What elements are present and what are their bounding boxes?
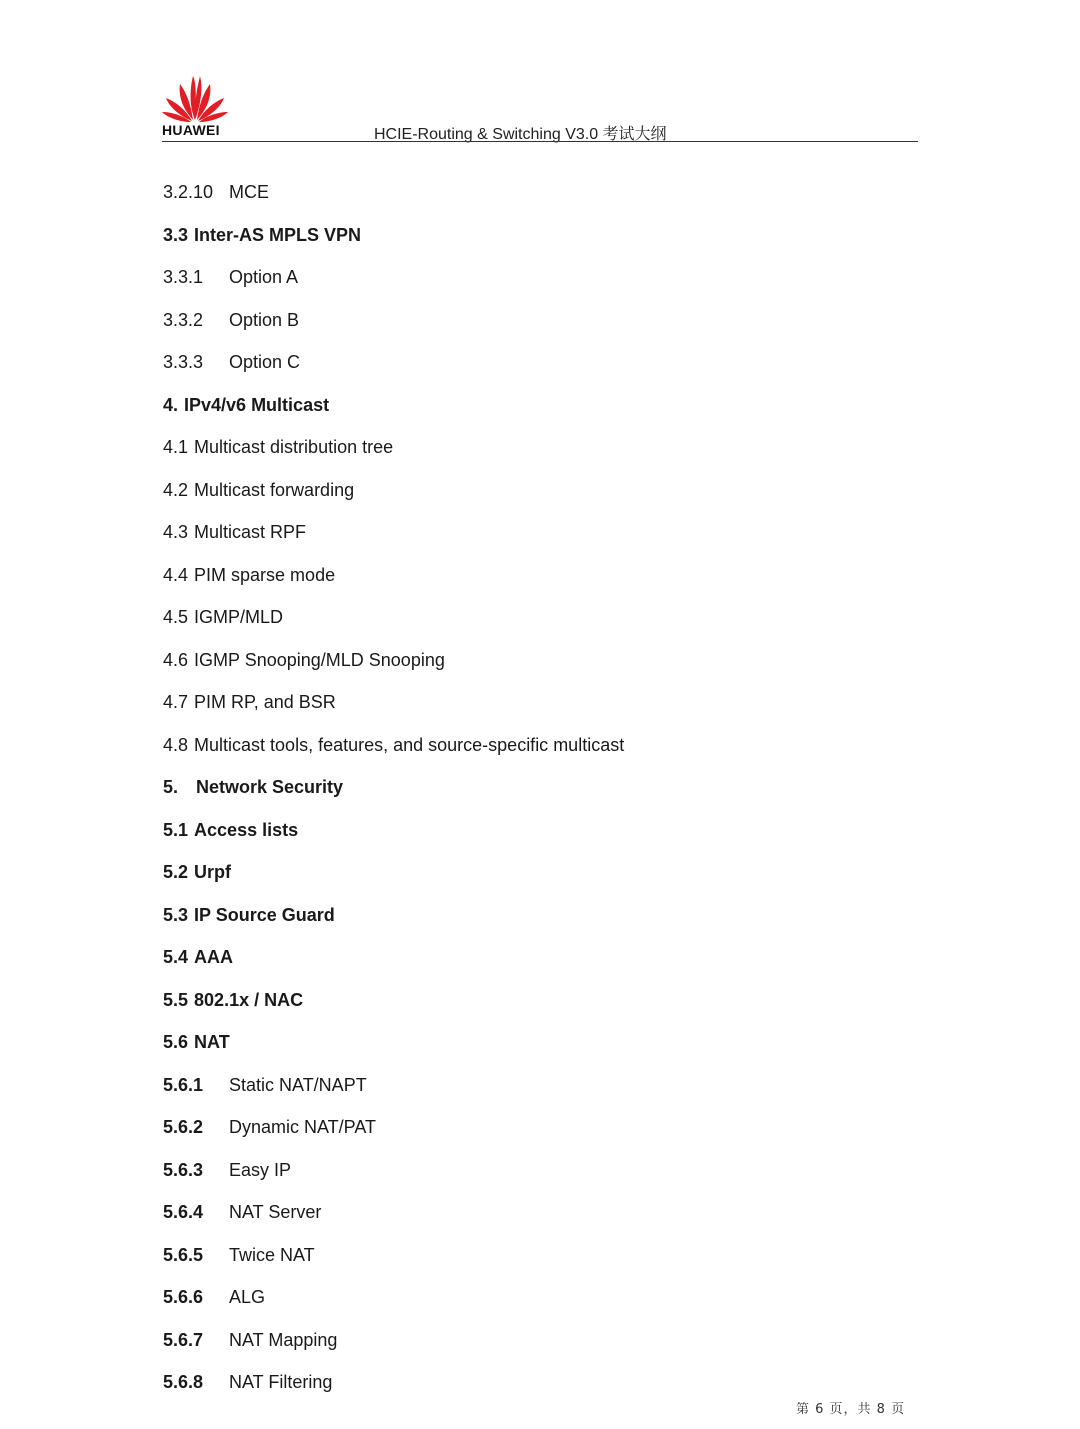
- outline-item-number: 4.: [163, 394, 179, 415]
- outline-item-number: 5.6.1: [163, 1074, 204, 1095]
- outline-item-text: Access lists: [194, 819, 299, 840]
- outline-item-number: 4.2: [163, 479, 189, 500]
- document-header-title: HCIE-Routing & Switching V3.0 考试大纲: [374, 126, 667, 143]
- outline-item-number: 5.1: [163, 819, 189, 840]
- outline-item: [163, 860, 231, 884]
- outline-item: [163, 350, 300, 374]
- outline-item: [163, 520, 306, 544]
- outline-item-number: 5.6.5: [163, 1244, 204, 1265]
- outline-item-text: Inter-AS MPLS VPN: [194, 224, 362, 245]
- outline-item: [163, 605, 283, 629]
- outline-item-number: 5.3: [163, 904, 189, 925]
- outline-item-number: 5.6.8: [163, 1372, 204, 1392]
- outline-item-number: 4.3: [163, 522, 189, 542]
- outline-item: [163, 223, 361, 247]
- huawei-logo: [160, 70, 230, 140]
- outline-item: [163, 435, 393, 459]
- outline-item-text: IP Source Guard: [194, 904, 335, 925]
- outline-item-text: NAT: [194, 1032, 230, 1052]
- outline-item-text: 802.1x / NAC: [194, 989, 304, 1010]
- outline-item-number: 5.6: [163, 1032, 189, 1052]
- outline-item-text: Twice NAT: [229, 1244, 315, 1265]
- outline-item: [163, 1158, 291, 1182]
- outline-item: [163, 1370, 332, 1394]
- outline-item-number: 5.: [163, 777, 179, 797]
- outline-item-text: Multicast forwarding: [194, 479, 355, 500]
- outline-item: [163, 1115, 376, 1139]
- outline-item: [163, 1285, 265, 1309]
- outline-item: [163, 1328, 337, 1352]
- outline-item-number: 4.8: [163, 734, 189, 755]
- outline-item-number: 4.4: [163, 564, 189, 585]
- outline-item-text: IGMP/MLD: [194, 607, 284, 627]
- outline-item-number: 5.5: [163, 989, 189, 1010]
- outline-item-text: IGMP Snooping/MLD Snooping: [194, 649, 445, 670]
- outline-item-text: Option C: [229, 352, 301, 372]
- outline-item-number: 5.6.4: [163, 1202, 204, 1222]
- outline-item-number: 3.3.3: [163, 352, 204, 372]
- outline-item-text: Dynamic NAT/PAT: [229, 1117, 377, 1137]
- outline-item-text: NAT Server: [229, 1202, 322, 1222]
- logo-wordmark: HUAWEI: [162, 122, 220, 138]
- outline-item-text: PIM RP, and BSR: [194, 692, 336, 712]
- outline-item: [163, 988, 303, 1012]
- outline-item-number: 3.3.2: [163, 309, 204, 330]
- outline-item-text: MCE: [229, 182, 269, 202]
- outline-item: [163, 308, 299, 332]
- outline-item-text: Static NAT/NAPT: [229, 1074, 367, 1095]
- outline-item: [163, 818, 298, 842]
- outline-item: [163, 690, 336, 714]
- outline-item-text: PIM sparse mode: [194, 564, 336, 585]
- outline-item-text: AAA: [194, 947, 234, 967]
- outline-item: [163, 393, 329, 417]
- outline-item-text: Easy IP: [229, 1159, 292, 1180]
- outline-item-number: 4.5: [163, 607, 189, 627]
- outline-item-number: 5.6.6: [163, 1287, 204, 1307]
- outline-item-text: ALG: [229, 1287, 266, 1307]
- outline-item: [163, 180, 269, 204]
- outline-item-number: 5.6.3: [163, 1159, 204, 1180]
- outline-item-text: Multicast tools, features, and source-specific multicast: [194, 734, 625, 755]
- outline-item-text: Network Security: [196, 777, 344, 797]
- outline-item-number: 3.3: [163, 224, 189, 245]
- outline-item-text: NAT Mapping: [229, 1329, 338, 1350]
- outline-item-number: 5.6.7: [163, 1329, 204, 1350]
- outline-item-text: NAT Filtering: [229, 1372, 333, 1392]
- outline-item-text: IPv4/v6 Multicast: [184, 394, 330, 415]
- outline-item-text: Multicast distribution tree: [194, 437, 394, 457]
- outline-item-text: Multicast RPF: [194, 522, 307, 542]
- outline-item: [163, 775, 343, 799]
- outline-item: [163, 265, 298, 289]
- outline-item-number: 5.6.2: [163, 1117, 204, 1137]
- outline-item: [163, 903, 335, 927]
- header-divider: [162, 141, 918, 142]
- outline-item-number: 3.3.1: [163, 267, 204, 287]
- outline-item: [163, 1030, 230, 1054]
- outline-item: [163, 478, 354, 502]
- page-number: 第 6 页，共 8 页: [796, 1402, 906, 1417]
- outline-item-number: 3.2.10: [163, 182, 214, 202]
- huawei-petals-icon: [160, 70, 230, 122]
- outline-item: [163, 563, 335, 587]
- outline-item-text: Option B: [229, 309, 300, 330]
- outline-item: [163, 945, 233, 969]
- outline-item: [163, 648, 445, 672]
- outline-item-text: Option A: [229, 267, 299, 287]
- outline-item: [163, 1200, 321, 1224]
- outline-item-number: 5.4: [163, 947, 189, 967]
- outline-item-number: 4.1: [163, 437, 189, 457]
- outline-item: [163, 733, 624, 757]
- outline-item-number: 5.2: [163, 862, 189, 882]
- outline-item: [163, 1073, 367, 1097]
- outline-item: [163, 1243, 315, 1267]
- outline-item-number: 4.7: [163, 692, 189, 712]
- outline-item-number: 4.6: [163, 649, 189, 670]
- outline-item-text: Urpf: [194, 862, 232, 882]
